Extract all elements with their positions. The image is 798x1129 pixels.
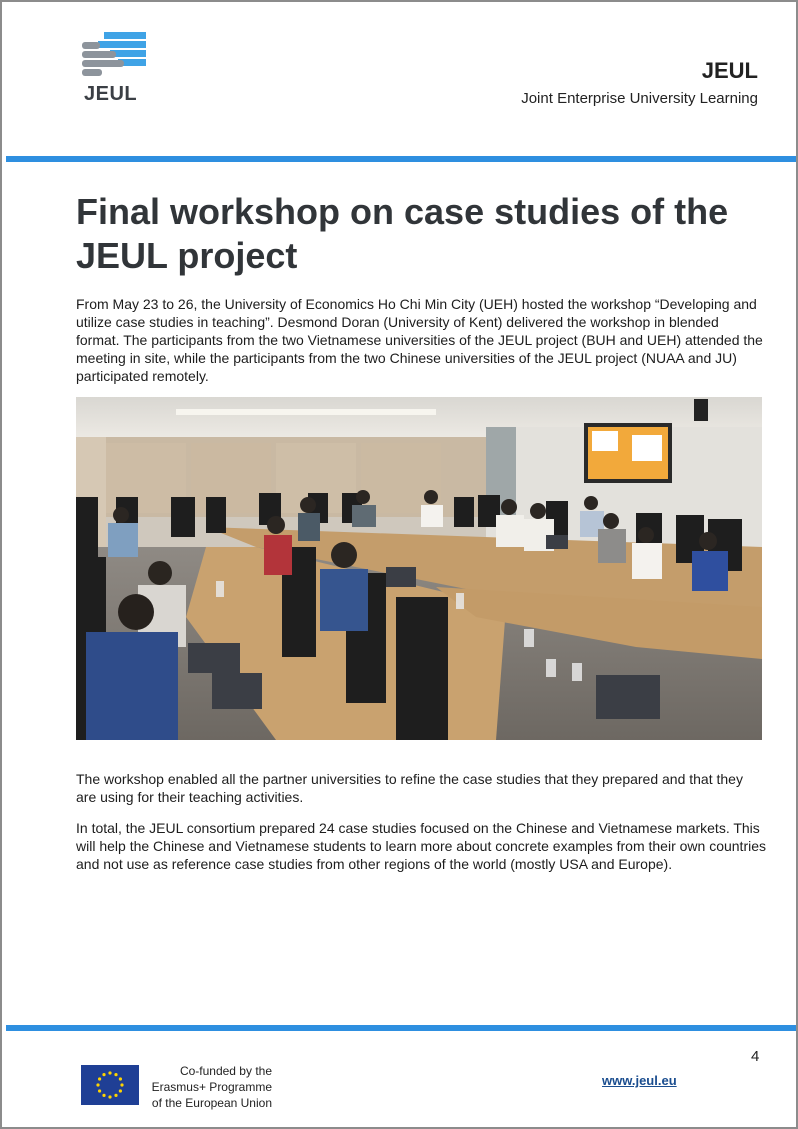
- jeul-logo: [80, 32, 150, 104]
- brand-title: JEUL: [701, 58, 758, 83]
- footer-divider: [6, 1025, 796, 1031]
- article-title: Final workshop on case studies of the JEUL project: [76, 191, 729, 276]
- header-divider: [6, 156, 796, 162]
- intro-paragraph: From May 23 to 26, the University of Economics Ho Chi Min City (UEH) hosted the workshop “Developing and utilize case studies in teaching”. Desmond Doran (University of Kent) delivered the workshop in blended format. The participants from the two Vietnamese universities of the JEUL project (BUH and UEH) attended the meeting in site, while the participants from the two Chinese universities of the JEUL project (NUAA and JU) participated remotely.: [76, 296, 763, 384]
- body-paragraph: The workshop enabled all the partner universities to refine the case studies that they prepared and that they are using for their teaching activities.: [76, 771, 743, 805]
- workshop-photo: [76, 397, 762, 740]
- eu-flag-icon: [81, 1065, 139, 1105]
- website-link[interactable]: www.jeul.eu: [602, 1073, 677, 1088]
- page-number: 4: [751, 1048, 760, 1065]
- cofunded-text: Co-funded by the Erasmus+ Programme of the European Union: [151, 1064, 272, 1110]
- logo-wordmark: JEUL: [84, 83, 138, 105]
- brand-subtitle: Joint Enterprise University Learning: [521, 90, 758, 107]
- body-paragraph: In total, the JEUL consortium prepared 24 case studies focused on the Chinese and Vietnamese markets. This will help the Chinese and Vietnamese students to learn more about concrete examples from their own countries and not use as reference case studies from other regions of the world (mostly USA and Europe).: [76, 820, 767, 872]
